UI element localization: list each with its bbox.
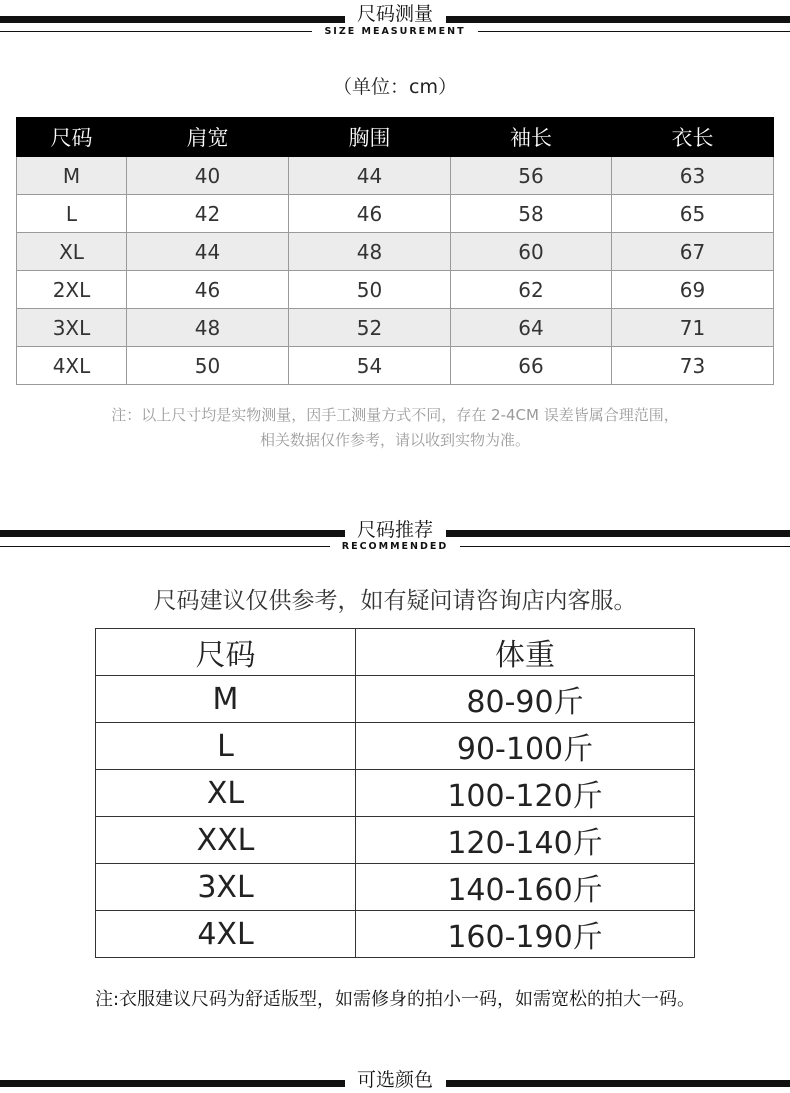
table-cell: 62	[451, 271, 612, 309]
table-cell: 65	[612, 195, 774, 233]
table-cell: 40	[127, 157, 289, 195]
table-cell: 120-140斤	[356, 817, 695, 864]
table-cell: 3XL	[96, 864, 356, 911]
table-cell: 60	[451, 233, 612, 271]
table-cell: 71	[612, 309, 774, 347]
fit-note: 注:衣服建议尺码为舒适版型，如需修身的拍小一码，如需宽松的拍大一码。	[94, 989, 696, 1010]
section-header-measurement	[0, 0, 790, 40]
table-cell: 4XL	[17, 347, 127, 385]
table-cell: 44	[289, 157, 451, 195]
table-cell: 140-160斤	[356, 864, 695, 911]
table-cell: 67	[612, 233, 774, 271]
header-shoulder: 肩宽	[127, 118, 289, 157]
section-title: 尺码测量	[356, 3, 433, 25]
header-length: 衣长	[612, 118, 774, 157]
table-cell: 56	[451, 157, 612, 195]
table-cell: 46	[127, 271, 289, 309]
table-cell: 48	[289, 233, 451, 271]
table-cell: 58	[451, 195, 612, 233]
table-row	[96, 676, 695, 723]
table-row	[17, 309, 774, 347]
table-cell: 73	[612, 347, 774, 385]
header-size: 尺码	[96, 629, 356, 676]
section-header-recommended	[0, 518, 790, 558]
table-row	[96, 770, 695, 817]
header-size: 尺码	[17, 118, 127, 157]
table-cell: XL	[17, 233, 127, 271]
measurement-note	[0, 403, 790, 453]
table-row	[17, 271, 774, 309]
unit-label: （单位：cm）	[333, 76, 457, 98]
table-row	[96, 911, 695, 958]
header-weight: 体重	[356, 629, 695, 676]
measurement-table	[16, 117, 774, 385]
header-sleeve: 袖长	[451, 118, 612, 157]
table-row	[96, 723, 695, 770]
table-cell: XXL	[96, 817, 356, 864]
table-cell: M	[17, 157, 127, 195]
section-header-colors	[0, 1068, 790, 1093]
table-cell: 48	[127, 309, 289, 347]
table-cell: 50	[289, 271, 451, 309]
section-title: 尺码推荐	[356, 519, 433, 541]
table-cell: 63	[612, 157, 774, 195]
table-cell: M	[96, 676, 356, 723]
table-cell: 160-190斤	[356, 911, 695, 958]
measurement-note-line2: 相关数据仅作参考，请以收到实物为准。	[259, 431, 530, 449]
table-cell: 44	[127, 233, 289, 271]
table-row	[17, 157, 774, 195]
table-row	[17, 233, 774, 271]
table-cell: 54	[289, 347, 451, 385]
table-row	[17, 195, 774, 233]
table-cell: 4XL	[96, 911, 356, 958]
table-cell: 3XL	[17, 309, 127, 347]
table-row	[96, 817, 695, 864]
table-cell: 50	[127, 347, 289, 385]
table-cell: 52	[289, 309, 451, 347]
table-cell: 42	[127, 195, 289, 233]
table-cell: 46	[289, 195, 451, 233]
weight-table	[95, 628, 695, 958]
measurement-note-line1: 注：以上尺寸均是实物测量，因手工测量方式不同，存在 2-4CM 误差皆属合理范围，	[111, 406, 679, 424]
table-cell: 100-120斤	[356, 770, 695, 817]
table-cell: XL	[96, 770, 356, 817]
table-header-row	[96, 629, 695, 676]
section-subtitle: RECOMMENDED	[341, 541, 449, 552]
recommend-text: 尺码建议仅供参考，如有疑问请咨询店内客服。	[153, 588, 637, 614]
table-cell: 90-100斤	[356, 723, 695, 770]
table-header-row	[17, 118, 774, 157]
table-row	[17, 347, 774, 385]
table-cell: 66	[451, 347, 612, 385]
header-chest: 胸围	[289, 118, 451, 157]
table-cell: 2XL	[17, 271, 127, 309]
table-row	[96, 864, 695, 911]
section-subtitle: SIZE MEASUREMENT	[324, 26, 466, 37]
table-cell: 69	[612, 271, 774, 309]
table-cell: L	[17, 195, 127, 233]
section-title: 可选颜色	[356, 1069, 433, 1091]
table-cell: 64	[451, 309, 612, 347]
table-cell: L	[96, 723, 356, 770]
table-cell: 80-90斤	[356, 676, 695, 723]
